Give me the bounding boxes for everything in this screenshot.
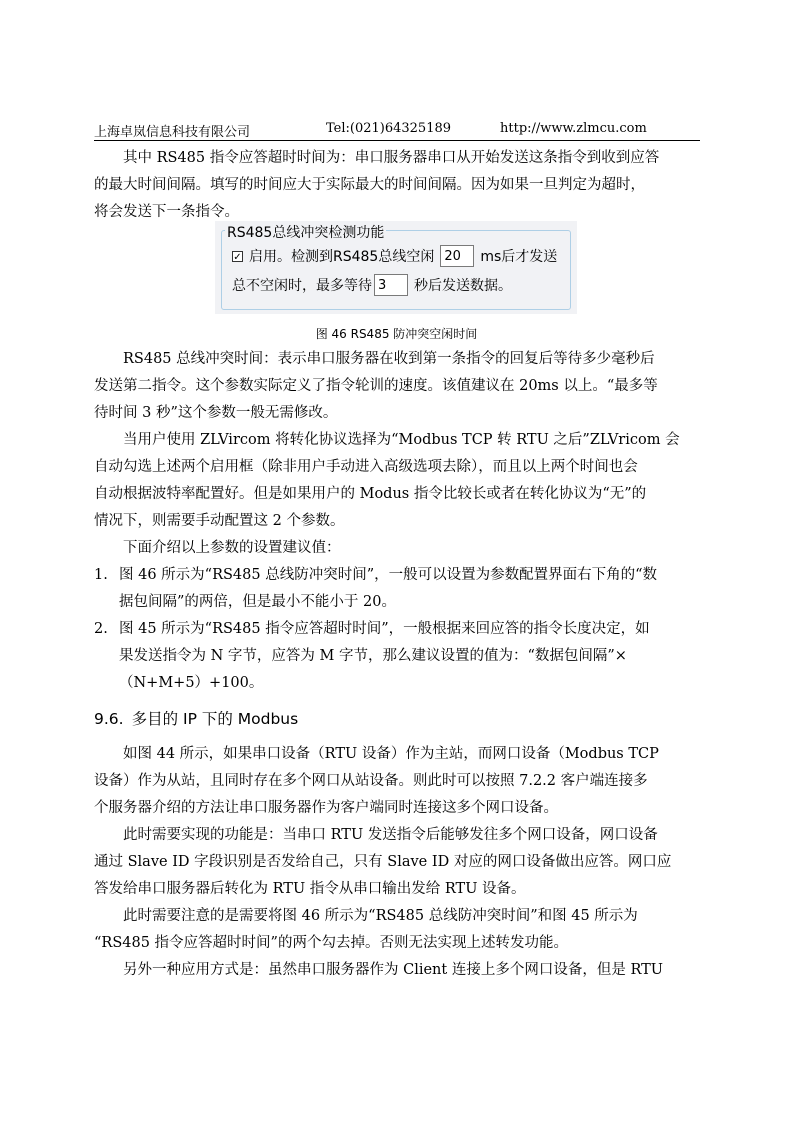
list-item-line: 果发送指令为 N 字节，应答为 M 字节，那么建议设置的值为：“数据包间隔”× xyxy=(119,648,627,664)
para1-line1: 其中 RS485 指令应答超时时间为：串口服务器串口从开始发送这条指令到收到应答 xyxy=(123,150,660,166)
enable-checkbox[interactable]: ✓ xyxy=(233,251,242,263)
para2-line3: 待时间 3 秒”这个参数一般无需修改。 xyxy=(94,405,338,421)
page-header xyxy=(94,120,700,141)
list-number: 2. xyxy=(94,621,108,637)
dialog-row2 xyxy=(232,274,512,296)
para5-line3: 个服务器介绍的方法让串口服务器作为客户端同时连接这多个网口设备。 xyxy=(94,800,558,816)
section-title: 多目的 IP 下的 Modbus xyxy=(131,710,299,728)
para6-line1: 此时需要实现的功能是：当串口 RTU 发送指令后能够发往多个网口设备，网口设备 xyxy=(123,827,658,843)
list-item-line: 图 46 所示为“RS485 总线防冲突时间”，一般可以设置为参数配置界面右下角的“数 xyxy=(119,567,658,583)
para7-line2: “RS485 指令应答超时时间”的两个勾去掉。否则无法实现上述转发功能。 xyxy=(94,935,568,951)
max-wait-input[interactable]: 3 xyxy=(374,274,408,296)
para2-line2: 发送第二指令。这个参数实际定义了指令轮训的速度。该值建议在 20ms 以上。“最多等 xyxy=(94,378,658,394)
para4: 下面介绍以上参数的设置建议值： xyxy=(123,540,341,556)
para2-line1: RS485 总线冲突时间：表示串口服务器在收到第一条指令的回复后等待多少毫秒后 xyxy=(123,351,655,367)
figure-caption: 图 46 RS485 防冲突空闲时间 xyxy=(315,327,478,341)
header-company: 上海卓岚信息科技有限公司 xyxy=(94,125,251,140)
section-heading xyxy=(94,707,298,729)
rs485-collision-dialog xyxy=(215,221,577,314)
rs485-collision-group xyxy=(221,230,571,310)
max-wait-label: 总不空闲时，最多等待 xyxy=(232,278,372,294)
para1-line2: 的最大时间间隔。填写的时间应大于实际最大的时间间隔。因为如果一旦判定为超时， xyxy=(94,177,645,193)
list-item-line: （N+M+5）+100。 xyxy=(119,675,264,691)
para3-line1: 当用户使用 ZLVircom 将转化协议选择为“Modbus TCP 转 RTU 之后”ZLVricom 会 xyxy=(123,432,680,448)
para8-line1: 另外一种应用方式是：虽然串口服务器作为 Client 连接上多个网口设备，但是 RTU xyxy=(123,962,663,978)
para3-line2: 自动勾选上述两个启用框（除非用户手动进入高级选项去除），而且以上两个时间也会 xyxy=(94,459,638,475)
group-title: RS485总线冲突检测功能 xyxy=(225,222,386,242)
idle-ms-input[interactable]: 20 xyxy=(440,245,474,267)
para3-line4: 情况下，则需要手动配置这 2 个参数。 xyxy=(94,513,345,529)
para5-line1: 如图 44 所示，如果串口设备（RTU 设备）作为主站，而网口设备（Modbus TCP xyxy=(123,746,659,762)
idle-ms-unit-label: ms后才发送 xyxy=(480,249,558,265)
list-number: 1. xyxy=(94,567,108,583)
para3-line3: 自动根据波特率配置好。但是如果用户的 Modus 指令比较长或者在转化协议为“无”的 xyxy=(94,486,647,502)
list-item-line: 据包间隔”的两倍，但是最小不能小于 20。 xyxy=(119,594,396,610)
para6-line2: 通过 Slave ID 字段识别是否发给自己，只有 Slave ID 对应的网口设备做出应答。网口应 xyxy=(94,854,672,870)
section-number: 9.6. xyxy=(94,710,124,728)
list-item-line: 图 45 所示为“RS485 指令应答超时时间”，一般根据来回应答的指令长度决定，如 xyxy=(119,621,650,637)
dialog-row1 xyxy=(232,245,557,267)
header-tel: Tel:(021)64325189 xyxy=(326,121,452,136)
para1-line3: 将会发送下一条指令。 xyxy=(94,204,239,220)
header-url: http://www.zlmcu.com xyxy=(500,121,647,136)
max-wait-unit-label: 秒后发送数据。 xyxy=(414,278,512,294)
para6-line3: 答发给串口服务器后转化为 RTU 指令从串口输出发给 RTU 设备。 xyxy=(94,881,526,897)
para5-line2: 设备）作为从站，且同时存在多个网口从站设备。则此时可以按照 7.2.2 客户端连接多 xyxy=(94,773,648,789)
para7-line1: 此时需要注意的是需要将图 46 所示为“RS485 总线防冲突时间”和图 45 所示为 xyxy=(123,908,638,924)
enable-label: 启用。检测到RS485总线空闲 xyxy=(249,249,435,265)
